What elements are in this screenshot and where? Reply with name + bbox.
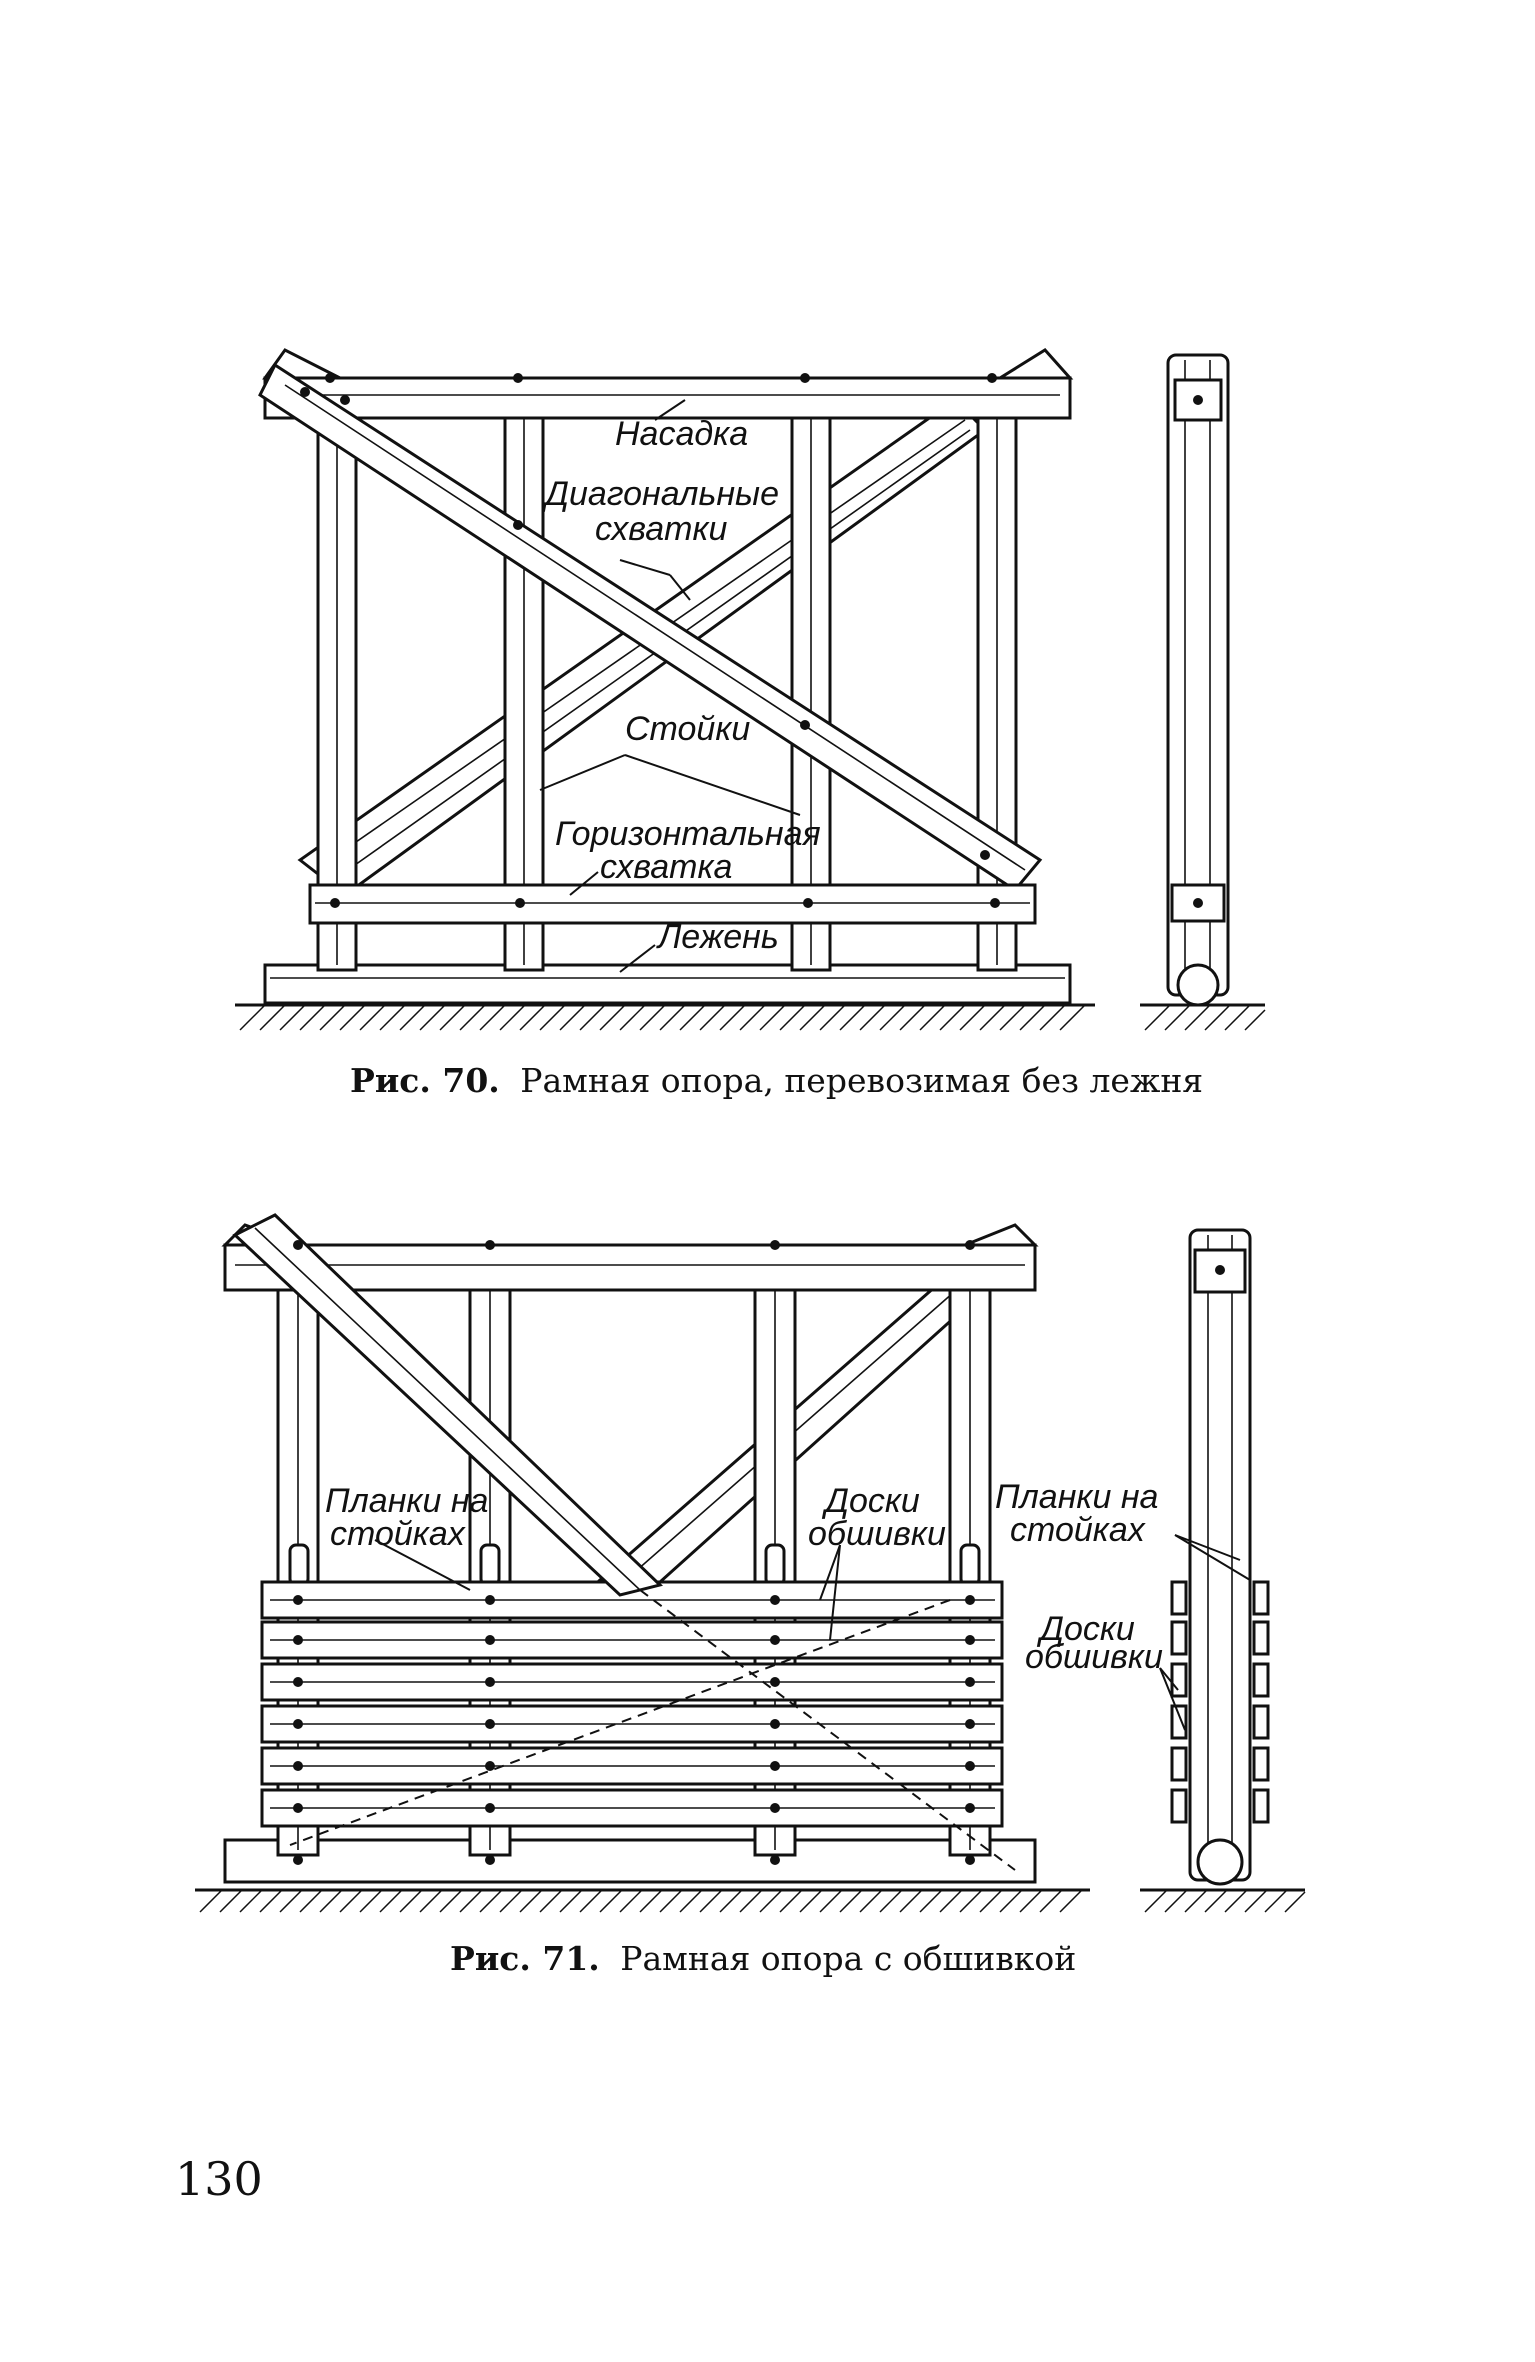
- figure-71-side-view: [1140, 1230, 1305, 1912]
- label-sill: Лежень: [658, 918, 779, 956]
- caption-70-text: Рамная опора, перевозимая без лежня: [520, 1061, 1204, 1100]
- label-diagonal-braces-2: схватки: [595, 510, 728, 548]
- label-diagonal-braces-1: Диагональные: [545, 475, 779, 513]
- label-sheathing-boards-1: Доски: [825, 1482, 920, 1520]
- label-side-post-strips-2: стойках: [1010, 1511, 1145, 1549]
- figure-70-side-view: [1140, 355, 1265, 1030]
- label-post-strips-2: стойках: [330, 1515, 465, 1553]
- sheathing-boards: [262, 1582, 1002, 1826]
- caption-70-number: Рис. 70.: [350, 1061, 500, 1100]
- label-post-strips-1: Планки на: [325, 1482, 489, 1520]
- label-side-sheathing-2: обшивки: [1025, 1638, 1163, 1676]
- label-posts: Стойки: [625, 710, 751, 748]
- label-nasadka: Насадка: [615, 415, 749, 453]
- label-sheathing-boards-2: обшивки: [808, 1515, 946, 1553]
- label-horizontal-brace-1: Горизонтальная: [555, 815, 821, 853]
- figure-71-front-view: [195, 1215, 1090, 1912]
- caption-71-number: Рис. 71.: [450, 1939, 600, 1978]
- label-horizontal-brace-2: схватка: [600, 848, 733, 886]
- ground-hatch-70: [235, 1005, 1095, 1030]
- caption-71: [450, 1939, 1076, 1978]
- page-number: 130: [175, 2152, 263, 2206]
- label-side-post-strips-1: Планки на: [995, 1478, 1159, 1516]
- caption-71-text: Рамная опора с обшивкой: [620, 1939, 1077, 1978]
- sill-beam: [265, 965, 1070, 1003]
- label-side-sheathing-1: Доски: [1040, 1610, 1135, 1648]
- caption-70: [350, 1061, 1203, 1100]
